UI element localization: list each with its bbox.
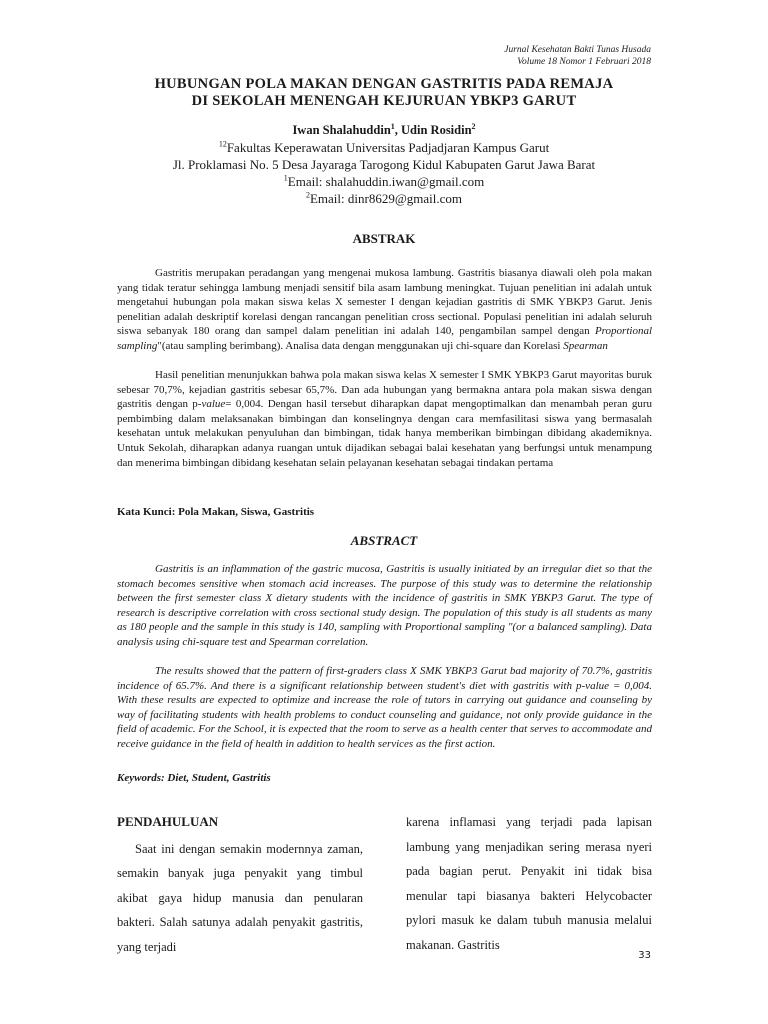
author-separator: , <box>394 123 402 137</box>
abstract-paragraph-2: The results showed that the pattern of first-graders class X SMK YBKP3 Garut bad majority of 70.7%, gastritis incidence of 65.7%. And there is a significant relationship between student's diet with gastritis with p-value = 0,004. With these results are expected to optimize and increase the role of tutors in carrying out guidance and counseling by way of facilitating students with health problems to conduct counseling and guidance, not only provide guidance in the field of academic. For the School, it is expected that the room to serve as a health center that serves to accommodate and receive guidance in the field of health in addition to health services as the first action. <box>117 665 652 750</box>
author-names <box>80 122 688 139</box>
author-2-sup: 2 <box>471 121 476 131</box>
affiliation-sup: 12 <box>218 139 227 149</box>
address: Jl. Proklamasi No. 5 Desa Jayaraga Tarogong Kidul Kabupaten Garut Jawa Barat <box>172 157 596 172</box>
abstrak-p2-text-b: = 0,004. Dengan hasil tersebut diharapkan dapat mengoptimalkan dan menambah peran guru pembimbing dalam melaksanakan bimbingan dan konselingnya dengan cara memfasilitasi siswa yang bermasalah kesehatan untuk melakukan penyuluhan dan bimbingan, tidak hanya memberikan bimbingan dibidang akademiknya. Untuk Sekolah, diharapkan adanya ruangan untuk dijadikan sebagai balai kesehatan yang berfungsi untuk menampung dan menerima bimbingan dibidang kesehatan selain pelayanan kesehatan sebagai tindakan pertama <box>117 398 652 469</box>
email-1 <box>80 173 688 190</box>
abstrak-p2-text-a: Hasil penelitian menunjukkan bahwa pola makan siswa kelas X semester I SMK YBKP3 Garut mayoritas buruk sebesar 70,7%, kejadian gastritis sebesar 65,7%. Dan ada hubungan yang bermakna antara pola makan siswa dengan gastritis dengan p- <box>117 369 652 411</box>
email-2 <box>80 190 688 207</box>
affiliation-text: Fakultas Keperawatan Universitas Padjadjaran Kampus Garut <box>226 140 550 155</box>
title-line-2: DI SEKOLAH MENENGAH KEJURUAN YBKP3 GARUT <box>191 93 577 109</box>
journal-volume: Volume 18 Nomor 1 Februari 2018 <box>517 57 651 67</box>
section-heading: PENDAHULUAN <box>117 814 219 829</box>
email-2-sup: 2 <box>305 190 310 200</box>
body-column-left <box>117 810 363 959</box>
author-2: Udin Rosidin <box>401 123 472 137</box>
title-line-1: HUBUNGAN POLA MAKAN DENGAN GASTRITIS PADA REMAJA <box>154 76 614 92</box>
author-1-sup: 1 <box>390 121 395 131</box>
body-column-right <box>406 810 652 957</box>
journal-name: Jurnal Kesehatan Bakti Tunas Husada <box>504 45 651 55</box>
abstrak-paragraph-2 <box>117 368 652 470</box>
author-1: Iwan Shalahuddin <box>292 123 391 137</box>
page-number: 33 <box>638 950 651 961</box>
kata-kunci: Kata Kunci: Pola Makan, Siswa, Gastritis <box>117 506 315 518</box>
abstrak-p1-italic-1: Proportional sampling <box>117 325 652 352</box>
paper-title <box>80 76 688 110</box>
abstrak-paragraph-1 <box>117 266 652 354</box>
email-2-text: Email: dinr8629@gmail.com <box>309 191 463 206</box>
keywords: Keywords: Diet, Student, Gastritis <box>117 772 271 784</box>
abstrak-p1-text-a: Gastritis merupakan peradangan yang mengenai mukosa lambung. Gastritis biasanya diawali oleh pola makan yang tidak teratur sehingga lambung menjadi sensitif bila asam lambung meningkat. Tujuan penelitian ini adalah untuk mengetahui hubungan pola makan siswa kelas X semester I dengan kejadian gastritis di SMK YBKP3 Garut. Jenis penelitian adalah deskriptif korelasi dengan rancangan penelitian cross sectional. Populasi penelitian ini adalah seluruh siswa sebanyak 180 orang dan sampel dalam penelitian ini adalah 140, pengambilan sampel dengan <box>117 267 652 338</box>
abstract-heading: ABSTRACT <box>350 533 418 548</box>
body-text-left: Saat ini dengan semakin modernnya zaman, semakin banyak juga penyakit yang timbul akibat gaya hidup manusia dan penularan bakteri. Salah satunya adalah penyakit gastritis, yang terjadi <box>117 841 363 954</box>
email-1-sup: 1 <box>283 173 288 183</box>
abstrak-p1-text-b: "(atau sampling berimbang). Analisa data dengan menggunakan uji chi-square dan Korelasi <box>157 339 564 352</box>
abstract-paragraph-1: Gastritis is an inflammation of the gastric mucosa, Gastritis is usually initiated by an irregular diet so that the stomach becomes sensitive when stomach acid increases. The purpose of this study was to determine the relationship between the first semester class X dietary students with the incidence of gastritis in SMK YBKP3 Garut. The type of research is descriptive correlation with cross sectional study design. The population of this study is all students as many as 180 people and the sample in this study is 140, sampling with Proportional sampling "(or a balanced sampling). Data analysis using chi-square test and Spearman correlation. <box>117 563 652 648</box>
body-text-right: karena inflamasi yang terjadi pada lapisan lambung yang menjadikan sering merasa nyeri pada bagian perut. Penyakit ini tidak bisa menular tapi biasanya bakteri Helycobacter pylori masuk ke dalam tubuh manusia melalui makanan. Gastritis <box>406 815 652 952</box>
abstrak-p2-italic: value <box>201 398 226 411</box>
email-1-text: Email: shalahuddin.iwan@gmail.com <box>287 174 485 189</box>
author-block <box>80 122 688 207</box>
abstrak-heading: ABSTRAK <box>352 231 416 246</box>
journal-header <box>504 44 651 68</box>
abstrak-p1-italic-2: Spearman <box>563 339 608 352</box>
affiliation <box>80 139 688 156</box>
